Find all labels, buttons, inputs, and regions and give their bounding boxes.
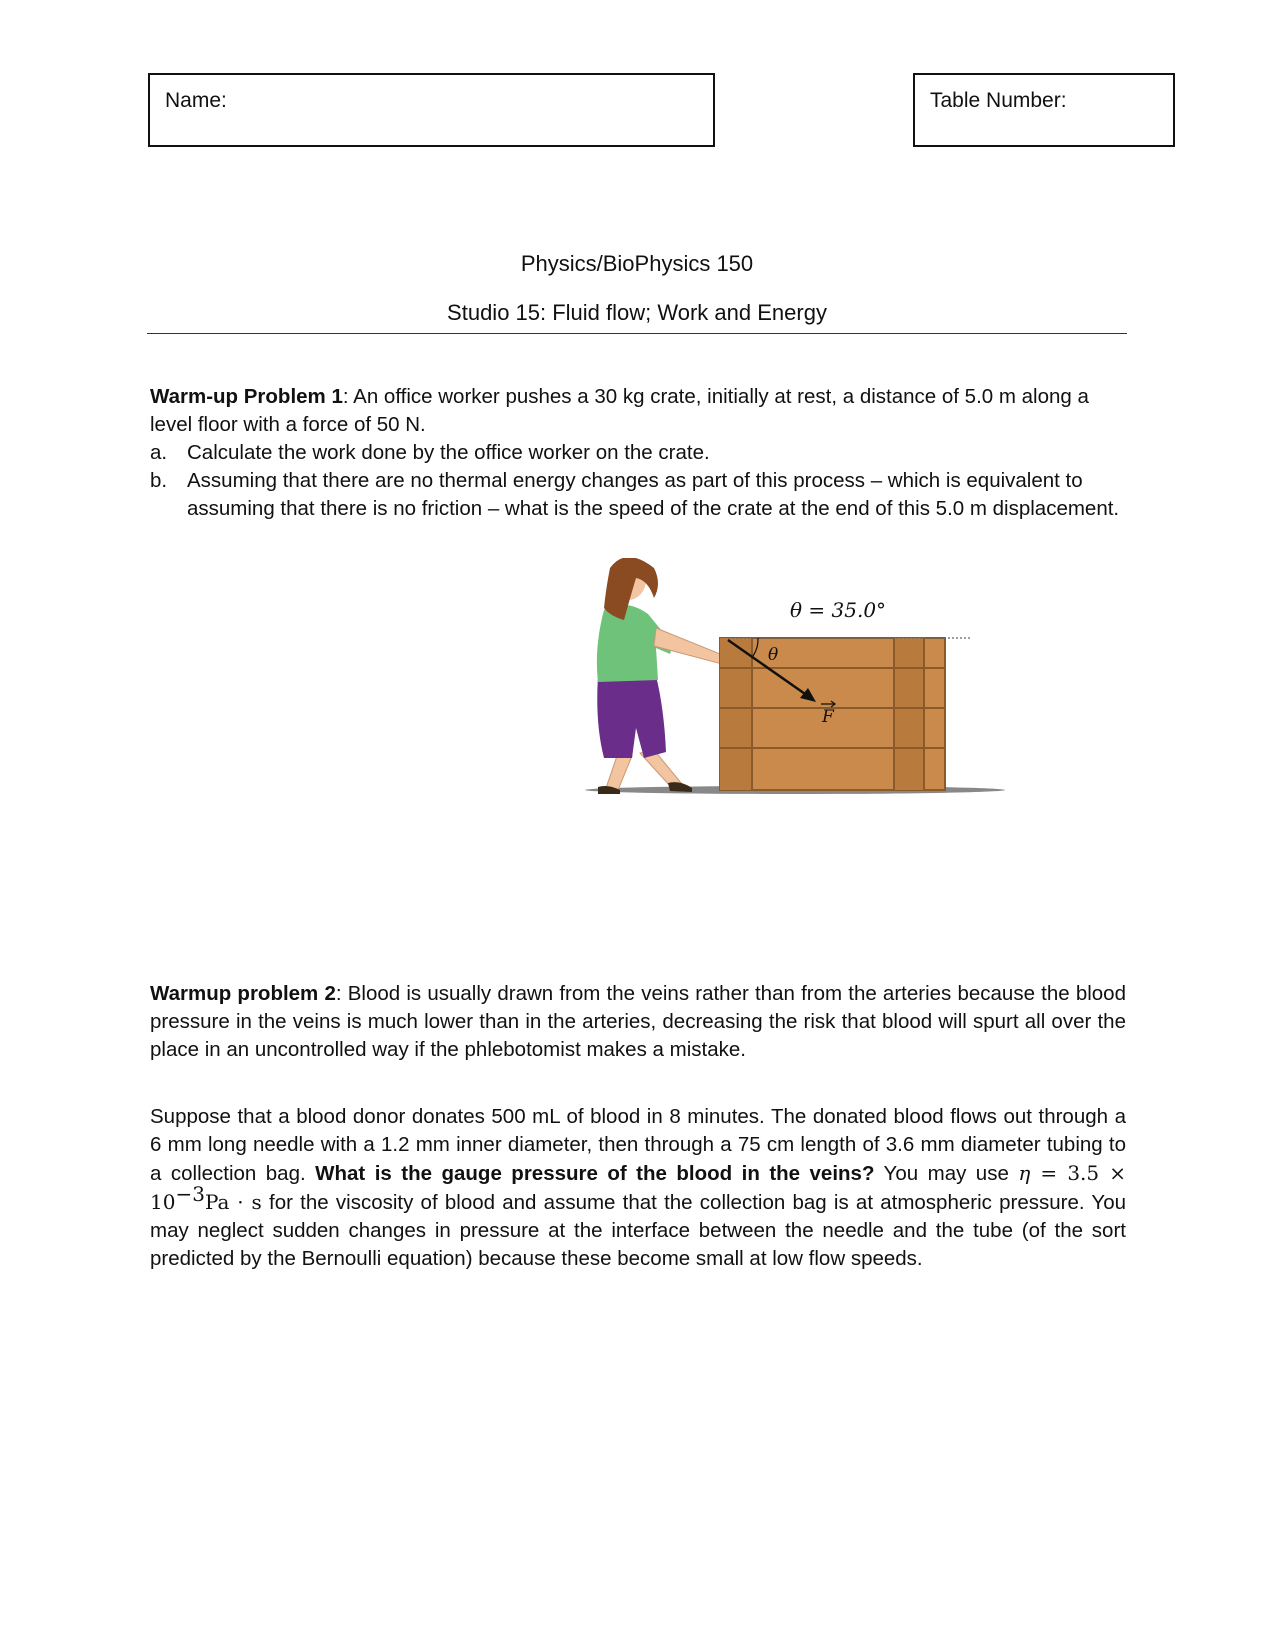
name-field[interactable] [148, 73, 715, 147]
body-text-3: for the viscosity of blood and assume that the collection bag is at atmospheric pressure. You may neglect sudden changes in pressure at the interface between the needle and the tube (of the sort predicted by the Bernoulli equation) because these become small at low flow speeds. [150, 1191, 1126, 1270]
crate-push-figure [570, 558, 1040, 848]
woman-illustration [597, 558, 730, 794]
eta-symbol: η [1018, 1161, 1031, 1185]
force-symbol: F [822, 707, 834, 727]
problem-2-heading: Warmup problem 2 [150, 982, 336, 1005]
table-number-label: Table Number: [930, 89, 1067, 112]
theta-symbol: θ [768, 645, 779, 665]
problem-1-heading: Warm-up Problem 1 [150, 385, 343, 408]
problem-1-part-a [150, 439, 1126, 467]
body-text-1: Suppose that a blood donor donates 500 mL of blood in 8 minutes. The donated blood flows out through a 6 mm long needle with a 1.2 mm inner diameter, then through a 75 cm length of 3.6 mm diameter tubing to a collection bag. [150, 1105, 1126, 1185]
title-divider [147, 333, 1127, 334]
course-title: Physics/BioPhysics 150 [520, 251, 754, 276]
equals-sign: = [1030, 1161, 1068, 1185]
body-text-2: You may use [874, 1162, 1019, 1185]
part-marker: b. [150, 469, 168, 492]
problem-2-body [150, 1103, 1126, 1273]
problem-1-part-b [150, 467, 1126, 523]
table-number-field[interactable] [913, 73, 1175, 147]
part-marker: a. [150, 441, 168, 464]
part-text: Calculate the work done by the office worker on the crate. [187, 441, 710, 464]
problem-1-intro-text: : An office worker pushes a 30 kg crate, initially at rest, a distance of 5.0 m along a level floor with a force of 50 N. [150, 385, 1089, 436]
studio-title: Studio 15: Fluid flow; Work and Energy [447, 300, 827, 325]
part-text: Assuming that there are no thermal energy changes as part of this process – which is equivalent to assuming that there is no friction – what is the speed of the crate at the end of this 5.0 m displacement. [187, 469, 1120, 520]
problem-2-intro-text: : Blood is usually drawn from the veins rather than from the arteries because the blood pressure in the veins is much lower than in the arteries, decreasing the risk that blood will spurt all over the place in an uncontrolled way if the phlebotomist makes a mistake. [150, 982, 1126, 1061]
viscosity-exponent: −3 [175, 1182, 205, 1207]
problem-2-question: What is the gauge pressure of the blood in the veins? [315, 1162, 875, 1185]
problem-1-intro [150, 383, 1126, 439]
angle-label: θ = 35.0° [790, 598, 887, 622]
viscosity-base: 3.5 × 10 [150, 1161, 1126, 1214]
problem-1 [150, 383, 1126, 523]
problem-2-intro [150, 980, 1126, 1064]
viscosity-unit: Pa · s [204, 1190, 262, 1214]
name-label: Name: [165, 89, 227, 112]
problem-1-parts [150, 439, 1126, 523]
